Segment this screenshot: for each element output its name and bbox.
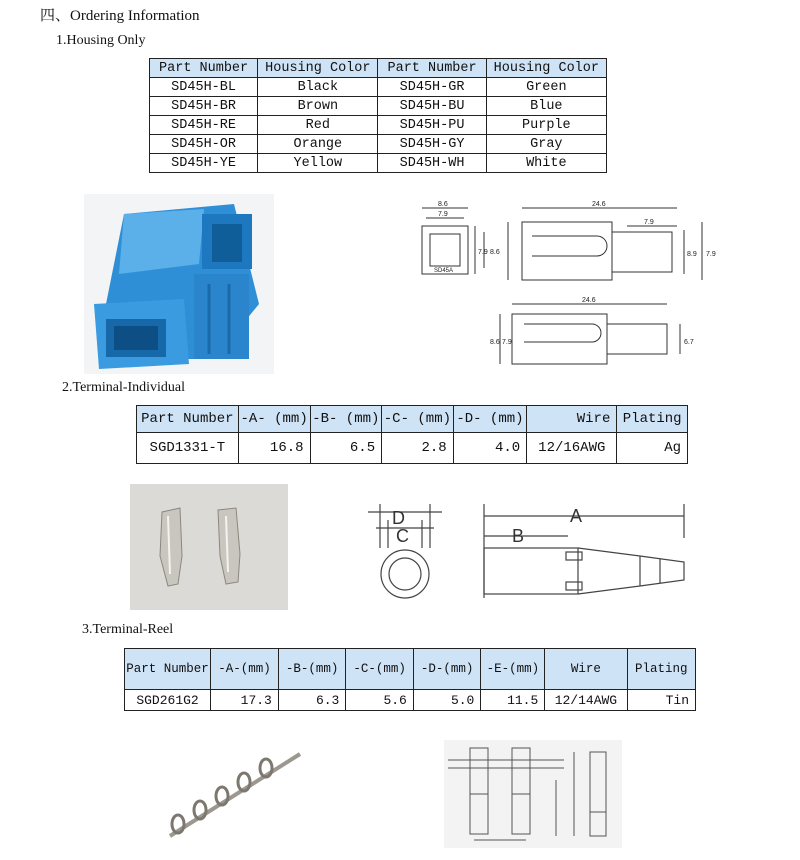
part-number-cell: SD45H-BU	[378, 97, 486, 116]
color-cell: Yellow	[258, 154, 378, 173]
part-number-cell: SD45H-BR	[150, 97, 258, 116]
table-row	[137, 433, 688, 464]
header-part-number: Part Number	[137, 406, 239, 433]
header-plating: Plating	[617, 406, 688, 433]
table-row	[150, 154, 607, 173]
reel-photo	[160, 744, 310, 848]
header-part-number: Part Number	[125, 649, 211, 690]
stamp-label: SD45A	[434, 268, 454, 274]
dim-label: 8.6	[438, 201, 448, 208]
part-number-cell: SD45H-WH	[378, 154, 486, 173]
value-e-cell: 11.5	[481, 690, 545, 711]
dim-label: 6.7	[684, 339, 694, 346]
dim-c-label: C	[396, 526, 409, 546]
header-d: -D-(mm)	[413, 649, 481, 690]
header-d: -D- (mm)	[453, 406, 527, 433]
value-a-cell: 16.8	[238, 433, 310, 464]
value-b-cell: 6.5	[310, 433, 382, 464]
part-number-cell: SD45H-YE	[150, 154, 258, 173]
color-cell: Black	[258, 78, 378, 97]
color-cell: Purple	[486, 116, 606, 135]
dim-label: 24.6	[592, 201, 606, 208]
header-wire: Wire	[545, 649, 627, 690]
header-a: -A-(mm)	[211, 649, 279, 690]
terminal-individual-table	[136, 405, 688, 464]
housing-photo	[84, 194, 274, 374]
value-d-cell: 4.0	[453, 433, 527, 464]
housing-header-part-2: Part Number	[378, 59, 486, 78]
value-d-cell: 5.0	[413, 690, 481, 711]
table-row	[125, 690, 696, 711]
part-number-cell: SD45H-GY	[378, 135, 486, 154]
dim-label: 7.9	[644, 219, 654, 226]
housing-table	[149, 58, 607, 173]
header-a: -A- (mm)	[238, 406, 310, 433]
value-a-cell: 17.3	[211, 690, 279, 711]
housing-header-color-1: Housing Color	[258, 59, 378, 78]
color-cell: Red	[258, 116, 378, 135]
table-row	[150, 116, 607, 135]
part-number-cell: SD45H-GR	[378, 78, 486, 97]
terminal-reel-table	[124, 648, 696, 711]
part-number-cell: SD45H-OR	[150, 135, 258, 154]
wire-cell: 12/16AWG	[527, 433, 617, 464]
header-wire: Wire	[527, 406, 617, 433]
dim-label: 7.9	[502, 339, 512, 346]
dim-d-label: D	[392, 508, 405, 528]
part-number-cell: SD45H-BL	[150, 78, 258, 97]
color-cell: Brown	[258, 97, 378, 116]
terminal-drawing	[350, 498, 690, 608]
table-row	[150, 135, 607, 154]
plating-cell: Tin	[627, 690, 695, 711]
reel-drawing	[444, 740, 622, 848]
dim-label: 7.9	[478, 249, 488, 256]
terminal-photo	[130, 484, 288, 610]
table-row	[150, 78, 607, 97]
housing-header-part-1: Part Number	[150, 59, 258, 78]
header-plating: Plating	[627, 649, 695, 690]
housing-drawing	[412, 196, 722, 376]
part-number-cell: SD45H-RE	[150, 116, 258, 135]
dim-a-label: A	[570, 506, 583, 526]
color-cell: Green	[486, 78, 606, 97]
header-b: -B- (mm)	[310, 406, 382, 433]
header-c: -C- (mm)	[382, 406, 454, 433]
part-number-cell: SGD1331-T	[137, 433, 239, 464]
header-c: -C-(mm)	[346, 649, 414, 690]
value-c-cell: 2.8	[382, 433, 454, 464]
color-cell: Blue	[486, 97, 606, 116]
part-number-cell: SGD261G2	[125, 690, 211, 711]
part-number-cell: SD45H-PU	[378, 116, 486, 135]
dim-label: 7.9	[438, 211, 448, 218]
section-title: 四、Ordering Information	[40, 8, 200, 24]
color-cell: White	[486, 154, 606, 173]
housing-header-color-2: Housing Color	[486, 59, 606, 78]
dim-label: 8.6	[490, 249, 500, 256]
dim-label: 8.6	[490, 339, 500, 346]
value-c-cell: 5.6	[346, 690, 414, 711]
dim-b-label: B	[512, 526, 525, 546]
header-e: -E-(mm)	[481, 649, 545, 690]
dim-label: 24.6	[582, 297, 596, 304]
dim-label: 7.9	[706, 251, 716, 258]
housing-section-title: 1.Housing Only	[56, 33, 146, 48]
dim-label: 8.9	[687, 251, 697, 258]
value-b-cell: 6.3	[278, 690, 346, 711]
color-cell: Gray	[486, 135, 606, 154]
wire-cell: 12/14AWG	[545, 690, 627, 711]
terminal-reel-title: 3.Terminal-Reel	[82, 622, 174, 637]
terminal-individual-title: 2.Terminal-Individual	[62, 380, 186, 395]
plating-cell: Ag	[617, 433, 688, 464]
table-row	[150, 97, 607, 116]
header-b: -B-(mm)	[278, 649, 346, 690]
color-cell: Orange	[258, 135, 378, 154]
